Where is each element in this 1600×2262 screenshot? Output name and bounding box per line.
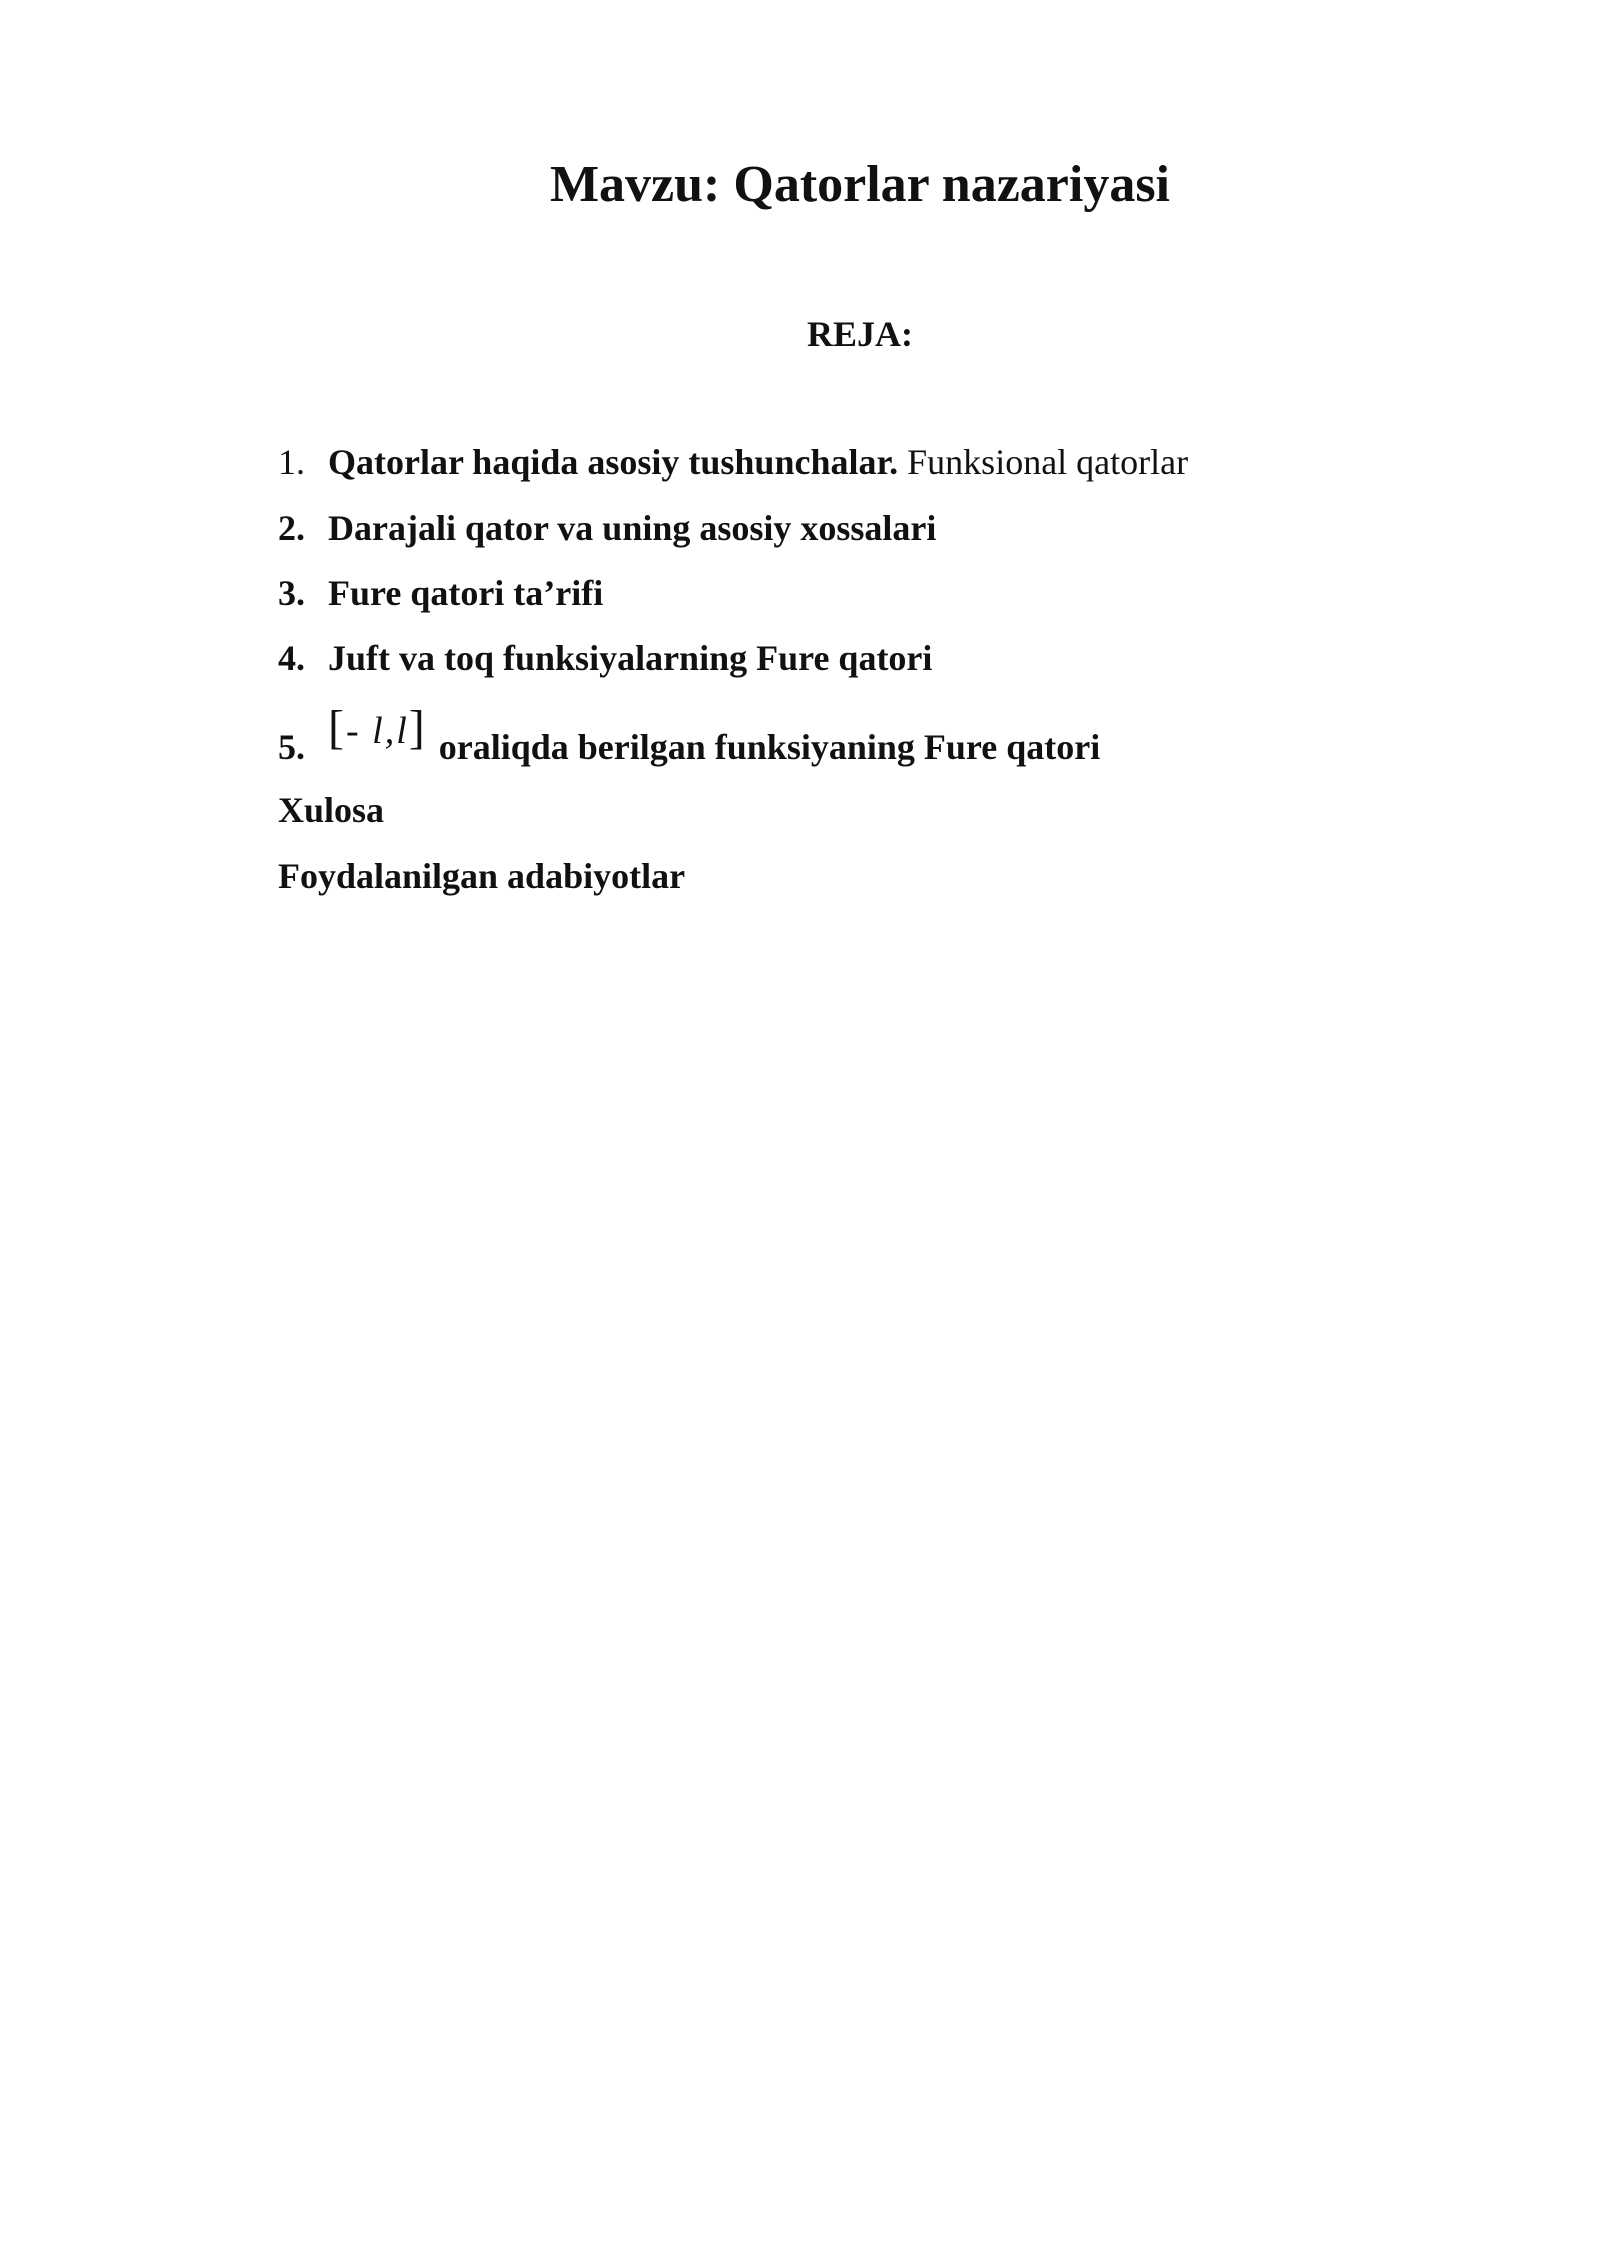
formula-open-bracket: [ [328, 701, 346, 754]
item-text-bold: Juft va toq funksiyalarning Fure qatori [328, 638, 933, 678]
item-number: 5. [278, 727, 305, 767]
interval-formula [328, 701, 427, 754]
plan-heading: REJA: [807, 314, 913, 354]
item-number: 2. [278, 508, 305, 548]
list-item [278, 701, 1101, 769]
list-item [278, 440, 1188, 484]
item-number: 1. [278, 442, 305, 482]
item-text-bold: Darajali qator va uning asosiy xossalari [328, 508, 937, 548]
references-heading: Foydalanilgan adabiyotlar [278, 856, 686, 896]
list-item [278, 636, 932, 680]
list-item [278, 571, 603, 615]
item-text-normal: Funksional qatorlar [898, 442, 1189, 482]
item-number: 4. [278, 638, 305, 678]
list-item [278, 506, 936, 550]
item-text-bold: Fure qatori ta’rifi [328, 573, 604, 613]
formula-body: - l,l [345, 710, 409, 752]
item-text-bold: Qatorlar haqida asosiy tushunchalar. [328, 442, 899, 482]
page-title: Mavzu: Qatorlar nazariyasi [549, 156, 1171, 213]
conclusion-heading: Xulosa [278, 790, 385, 830]
formula-close-bracket: ] [408, 701, 427, 754]
item-number: 3. [278, 573, 305, 613]
item-text-bold: oraliqda berilgan funksiyaning Fure qatori [438, 727, 1101, 767]
